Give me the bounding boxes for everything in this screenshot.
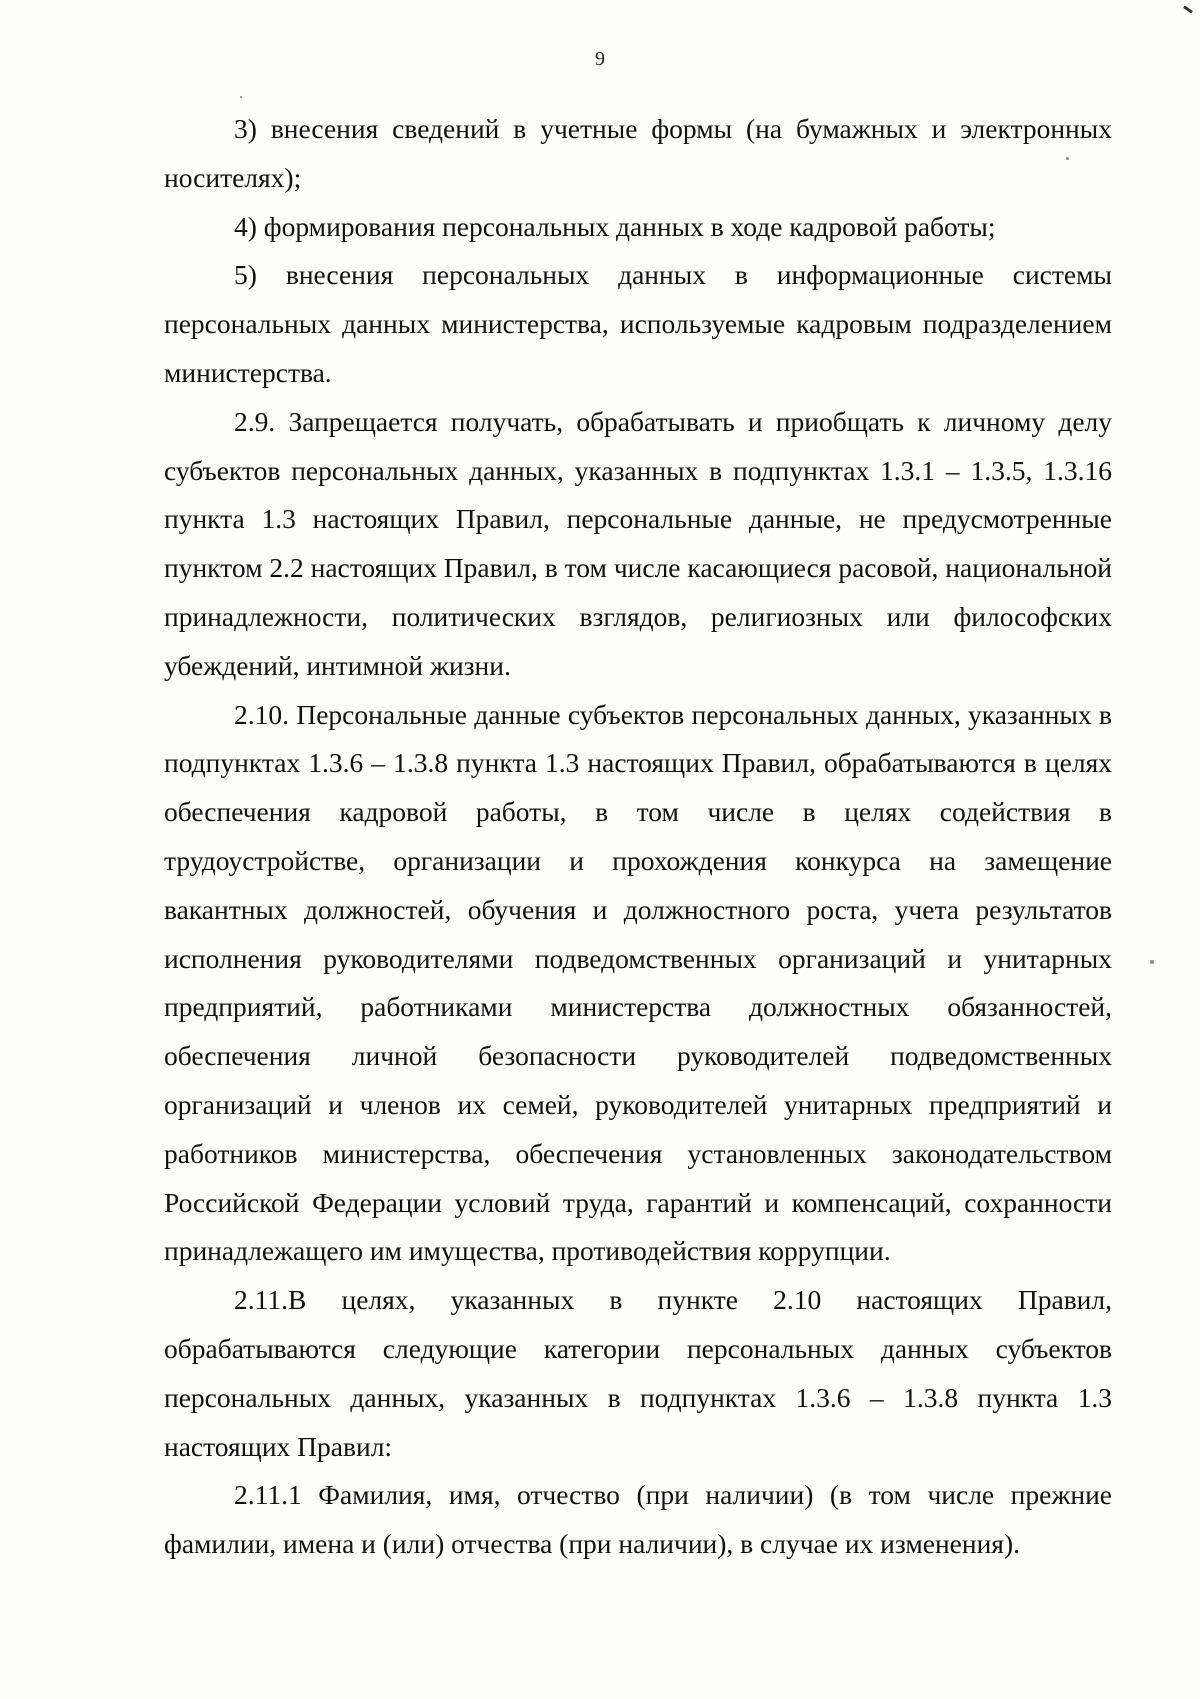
list-item-5: 5) внесения персональных данных в информационные системы персональных данных министерства, используемые кадровым подразделением министерства.	[164, 259, 1112, 388]
list-item-4: 4) формирования персональных данных в ходе кадровой работы;	[234, 210, 996, 242]
clause-2-9: 2.9. Запрещается получать, обрабатывать и приобщать к личному делу субъектов персональных данных, указанных в подпунктах 1.3.1 – 1.3.5, 1.3.16 пункта 1.3 настоящих Правил, персональные данные, не предусмотренные пунктом 2.2 настоящих Правил, в том числе касающиеся расовой, национальной принадлежности, политических взглядов, религиозных или философских убеждений, интимной жизни.	[164, 405, 1112, 681]
document-body	[164, 105, 1112, 1569]
clause-2-11: 2.11.В целях, указанных в пункте 2.10 настоящих Правил, обрабатываются следующие категории персональных данных субъектов персональных данных, указанных в подпунктах 1.3.6 – 1.3.8 пункта 1.3 настоящих Правил:	[164, 1284, 1112, 1462]
scan-speck	[240, 96, 242, 98]
scan-speck	[1066, 157, 1069, 160]
list-item-3: 3) внесения сведений в учетные формы (на бумажных и электронных носителях);	[164, 113, 1112, 193]
page-number: 9	[595, 48, 605, 70]
scan-speck	[1183, 5, 1193, 13]
clause-2-11-1: 2.11.1 Фамилия, имя, отчество (при наличии) (в том числе прежние фамилии, имена и (или) отчества (при наличии), в случае их изменения).	[164, 1479, 1112, 1560]
clause-2-10: 2.10. Персональные данные субъектов персональных данных, указанных в подпунктах 1.3.6 – 1.3.8 пункта 1.3 настоящих Правил, обрабатываются в целях обеспечения кадровой работы, в том числе в целях содействия в трудоустройстве, организации и прохождения конкурса на замещение вакантных должностей, обучения и должностного роста, учета результатов исполнения руководителями подведомственных организаций и унитарных предприятий, работниками министерства должностных обязанностей, обеспечения личной безопасности руководителей подведомственных организаций и членов их семей, руководителей унитарных предприятий и работников министерства, обеспечения установленных законодательством Российской Федерации условий труда, гарантий и компенсаций, сохранности принадлежащего им имущества, противодействия коррупции.	[164, 698, 1112, 1267]
scan-speck	[1150, 960, 1154, 964]
